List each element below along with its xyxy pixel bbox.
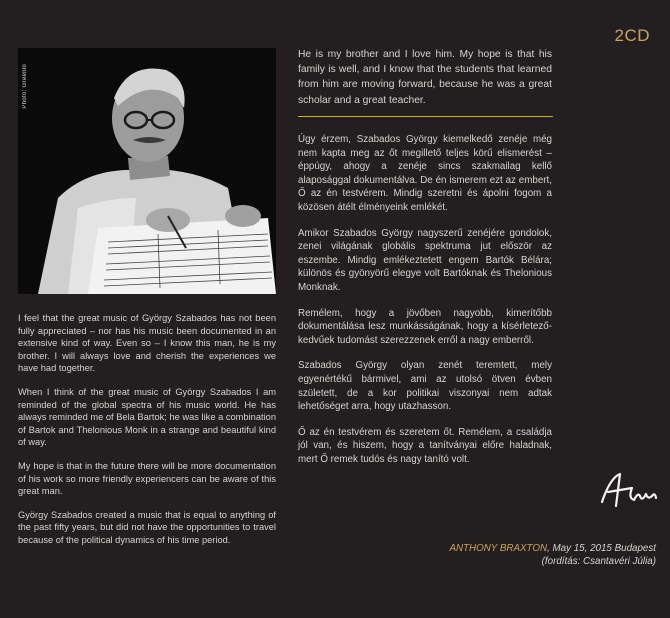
left-paragraph: I feel that the great music of György Szabados has not been fully appreciated – nor has his music been documented in an extensive kind of way. Even so – I know this man, he is my brother. I will always love and cherish the experiences we have had together. <box>18 313 276 374</box>
english-closing-paragraph: He is my brother and I love him. My hope is that his family is well, and I know that the students that learned from him are moving forward, because he was a great scholar and a great teacher. <box>298 49 552 106</box>
hungarian-paragraph: Remélem, hogy a jövőben nagyobb, kimerítőbb dokumentálása lesz munkásságának, hogy a kísérletező-kedvűek tudomást szerezzenek erről a nagy emberről. <box>298 307 552 346</box>
date-place: , May 15, 2015 Budapest <box>547 543 656 554</box>
signature-block <box>449 542 656 568</box>
portrait-illustration <box>18 48 276 294</box>
photo-credit: Photo: Greenlo <box>22 64 28 109</box>
hungarian-paragraph: Szabados György olyan zenét teremtett, mely egyenértékű bármivel, ami az utolsó ötven évben született, de a kor politikai viszonyai nem adtak lehetőséget arra, hogy utazhasson. <box>298 360 552 413</box>
hungarian-paragraph: Amikor Szabados György nagyszerű zenéjére gondolok, zenei világának globális spektruma jut először az eszembe. Mindig emlékeztetett engem Bartók Bélára; különös és gyönyörű elegye volt Bartóknak és Thelonious Monknak. <box>298 227 552 293</box>
left-paragraph: When I think of the great music of György Szabados I am reminded of the global spectra of his music world. He has always reminded me of Bela Bartok; he was like a combination of Bartok and Thelonious Monk in a strange and beautiful kind of way. <box>18 386 276 448</box>
cd-count-badge: 2CD <box>614 26 650 45</box>
english-closing-block <box>298 47 552 108</box>
author-name: ANTHONY BRAXTON <box>449 543 548 554</box>
left-paragraph: György Szabados created a music that is equal to anything of the past fifty years, but did not have the opportunities to travel because of the political dynamics of his time period. <box>18 509 276 545</box>
translation-credit: (fordítás: Csantavéri Júlia) <box>541 556 656 567</box>
left-paragraph: My hope is that in the future there will be more documentation of his work so more friendly experiencers can be aware of this great man. <box>18 460 276 497</box>
hungarian-paragraph: Úgy érzem, Szabados György kiemelkedő zenéje még nem kapta meg az őt megillető teljes körű elismerést – éppúgy, ahogy a zenéje sincs szakmailag kellő alaposággal dokumentálva. De én ismerem ezt az embert, Ő az én testvérem. Mindig szeretni és ápolni fogom a közösen átélt élményeink emlékét. <box>298 134 552 213</box>
hungarian-paragraph: Ő az én testvérem és szeretem őt. Remélem, a családja jól van, és hiszem, hogy a tanítványai előre haladnak, mert Ő remek tudós és nagy tanító volt. <box>298 426 552 465</box>
handwritten-autograph <box>598 468 660 519</box>
portrait-photo <box>18 48 276 294</box>
gold-divider <box>298 116 553 117</box>
hungarian-text-column <box>298 133 552 478</box>
english-text-column <box>18 312 276 558</box>
